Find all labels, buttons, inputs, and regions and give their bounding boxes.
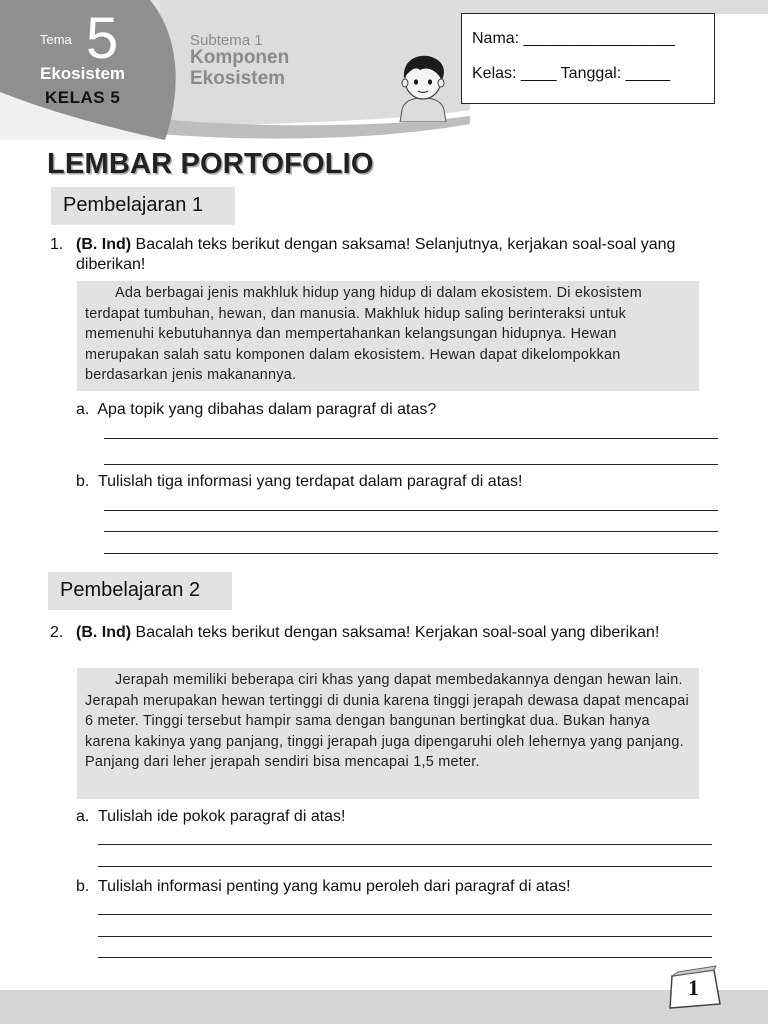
tema-number: 5 [86, 6, 119, 71]
subquestion-text: Tulislah tiga informasi yang terdapat dalam paragraf di atas! [97, 473, 523, 490]
footer-band [0, 990, 768, 1024]
answer-line[interactable] [98, 866, 712, 867]
question-2 [50, 623, 720, 643]
subtema-title-line-1: Komponen [190, 47, 290, 68]
subtema-label: Subtema 1 [190, 32, 263, 49]
answer-line[interactable] [104, 531, 718, 532]
subject-tag: (B. Ind) [76, 236, 132, 253]
page-title: LEMBAR PORTOFOLIO [47, 148, 374, 180]
answer-line[interactable] [104, 553, 718, 554]
subquestion-text: Tulislah informasi penting yang kamu peroleh dari paragraf di atas! [97, 878, 571, 895]
subquestion-label: b. [76, 878, 90, 895]
question-number: 1. [50, 236, 64, 253]
section-label-pembelajaran-2: Pembelajaran 2 [48, 572, 232, 610]
subquestion-text: Tulislah ide pokok paragraf di atas! [97, 808, 346, 825]
subquestion-label: a. [76, 401, 90, 418]
answer-line[interactable] [98, 957, 712, 958]
subquestion-1b [76, 473, 522, 491]
reading-passage-2: Jerapah memiliki beberapa ciri khas yang dapat membedakannya dengan hewan lain. Jerapah merupakan hewan tertinggi di dunia karena tinggi jerapah dewasa dapat mencapai 6 meter. Tinggi tersebut hampir sama dengan bangunan bertingkat dua. Bukan hanya karena kakinya yang panjang, tinggi jerapah juga dipengaruhi oleh lehernya yang panjang. Panjang dari leher jerapah sendiri bisa mencapai 1,5 meter. [77, 668, 699, 799]
reading-passage-1: Ada berbagai jenis makhluk hidup yang hidup di dalam ekosistem. Di ekosistem terdapat tumbuhan, hewan, dan manusia. Makhluk hidup saling berinteraksi untuk memenuhi kebutuhannya dan mempertahankan kelangsungan hidupnya. Hewan merupakan salah satu komponen dalam ekosistem. Hewan dapat dikelompokkan berdasarkan jenis makanannya. [77, 281, 699, 391]
student-illustration [392, 50, 454, 122]
question-number: 2. [50, 624, 64, 641]
answer-line[interactable] [104, 464, 718, 465]
section-label-pembelajaran-1: Pembelajaran 1 [51, 187, 235, 225]
tema-name: Ekosistem [40, 64, 126, 83]
page-number: 1 [688, 975, 699, 1000]
nama-field[interactable]: Nama: _________________ [472, 30, 675, 47]
subject-tag: (B. Ind) [76, 624, 132, 641]
subquestion-1a [76, 401, 436, 419]
answer-line[interactable] [98, 936, 712, 937]
kelas-tanggal-field[interactable]: Kelas: ____ Tanggal: _____ [472, 65, 671, 82]
subquestion-2a [76, 808, 346, 826]
question-text: Bacalah teks berikut dengan saksama! Kerjakan soal-soal yang diberikan! [131, 624, 660, 641]
subquestion-text: Apa topik yang dibahas dalam paragraf di atas? [97, 401, 437, 418]
subquestion-2b [76, 878, 571, 896]
question-text: Bacalah teks berikut dengan saksama! Selanjutnya, kerjakan soal-soal yang diberikan! [76, 236, 676, 273]
subtema-title [190, 47, 350, 89]
student-info-box [461, 13, 715, 104]
question-1 [50, 235, 720, 275]
subquestion-label: b. [76, 473, 90, 490]
kelas-label: KELAS 5 [45, 88, 121, 107]
answer-line[interactable] [98, 844, 712, 845]
question-1-instruction [76, 235, 720, 275]
tema-label: Tema [40, 32, 72, 47]
answer-line[interactable] [98, 914, 712, 915]
answer-line[interactable] [104, 510, 718, 511]
question-2-instruction [76, 623, 720, 643]
subtema-title-line-2: Ekosistem [190, 68, 286, 89]
answer-line[interactable] [104, 438, 718, 439]
subquestion-label: a. [76, 808, 90, 825]
